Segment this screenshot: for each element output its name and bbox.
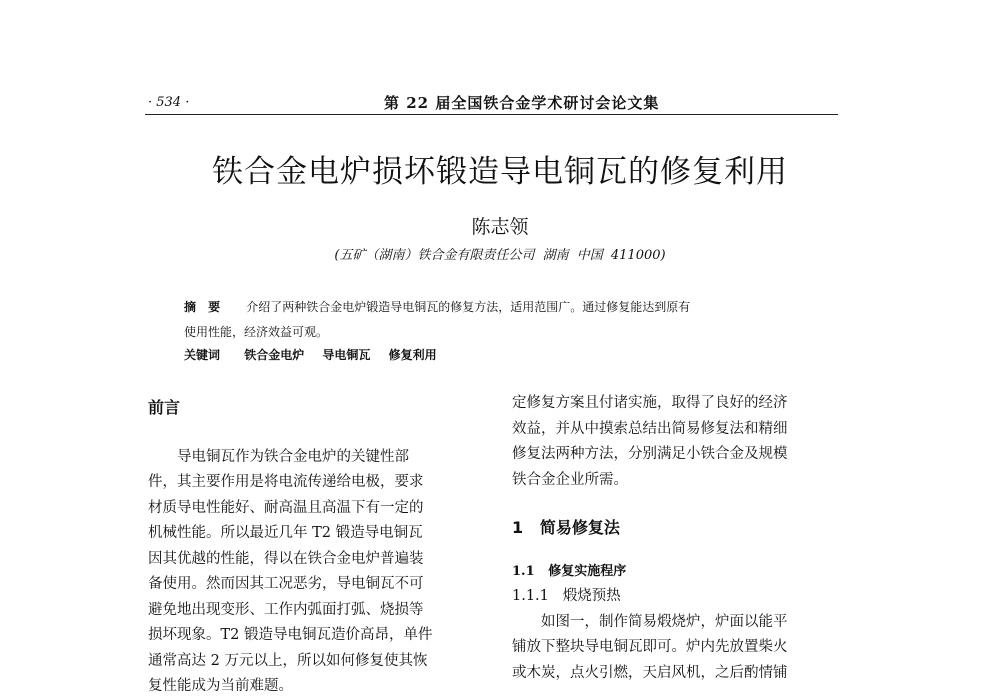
keywords-label: 关键词 — [184, 348, 221, 362]
body-line: 效益，并从中摸索总结出简易修复法和精细 — [512, 420, 788, 437]
body-line: 铁合金企业所需。 — [512, 471, 628, 488]
body-line: 损坏现象。T2 锻造导电铜瓦造价高昂，单件 — [148, 627, 433, 643]
subsection-heading-1-1: 1.1 修复实施程序 — [512, 563, 627, 579]
affiliation: (五矿（湖南）铁合金有限责任公司 湖南 中国 411000) — [334, 248, 666, 263]
body-line: 如图一，制作简易煅烧炉，炉面以能平 — [541, 613, 788, 630]
section-heading-preface: 前言 — [148, 398, 181, 417]
body-line: 铺放下整块导电铜瓦即可。炉内先放置柴火 — [512, 639, 788, 655]
body-line: 修复法两种方法，分别满足小铁合金及规模 — [512, 446, 788, 462]
paper-title: 铁合金电炉损坏锻造导电铜瓦的修复利用 — [212, 154, 788, 190]
section-heading-1: 1 简易修复法 — [512, 518, 620, 537]
body-line: 件，其主要作用是将电流传递给电极，要求 — [148, 474, 424, 490]
page-number: · 534 · — [148, 95, 190, 110]
keyword-item: 铁合金电炉 — [244, 348, 305, 362]
body-line: 定修复方案且付诸实施，取得了良好的经济 — [512, 395, 788, 411]
subsection-heading-1-1-1: 1.1.1 煅烧预热 — [512, 588, 621, 604]
body-line: 避免地出现变形、工作内弧面打弧、烧损等 — [148, 601, 424, 618]
keyword-item: 导电铜瓦 — [322, 348, 371, 362]
abstract-line-2: 使用性能，经济效益可观。 — [184, 325, 329, 339]
left-column — [148, 395, 488, 700]
body-line: 材质导电性能好、耐高温且高温下有一定的 — [148, 499, 424, 516]
right-column — [512, 391, 842, 686]
body-line: 导电铜瓦作为铁合金电炉的关键性部 — [177, 448, 409, 465]
keywords — [184, 346, 451, 363]
abstract — [184, 295, 824, 345]
body-line: 复性能成为当前难题。 — [148, 678, 293, 694]
keyword-item: 修复利用 — [388, 348, 437, 362]
body-line: 机械性能。所以最近几年 T2 锻造导电铜瓦 — [148, 525, 423, 541]
body-line: 通常高达 2 万元以上，所以如何修复使其恢 — [148, 652, 428, 669]
body-line: 备使用。然而因其工况恶劣，导电铜瓦不可 — [148, 576, 424, 592]
abstract-label: 摘 要 — [184, 300, 225, 314]
running-title: 第 22 届全国铁合金学术研讨会论文集 — [384, 94, 660, 112]
abstract-line-1: 介绍了两种铁合金电炉锻造导电铜瓦的修复方法，适用范围广。通过修复能达到原有 — [246, 300, 691, 314]
body-line: 因其优越的性能，得以在铁合金电炉普遍装 — [148, 550, 424, 567]
author-name: 陈志领 — [471, 216, 529, 238]
header-rule — [145, 114, 838, 115]
body-line: 或木炭，点火引燃，天启风机，之后酌情铺 — [512, 664, 788, 681]
